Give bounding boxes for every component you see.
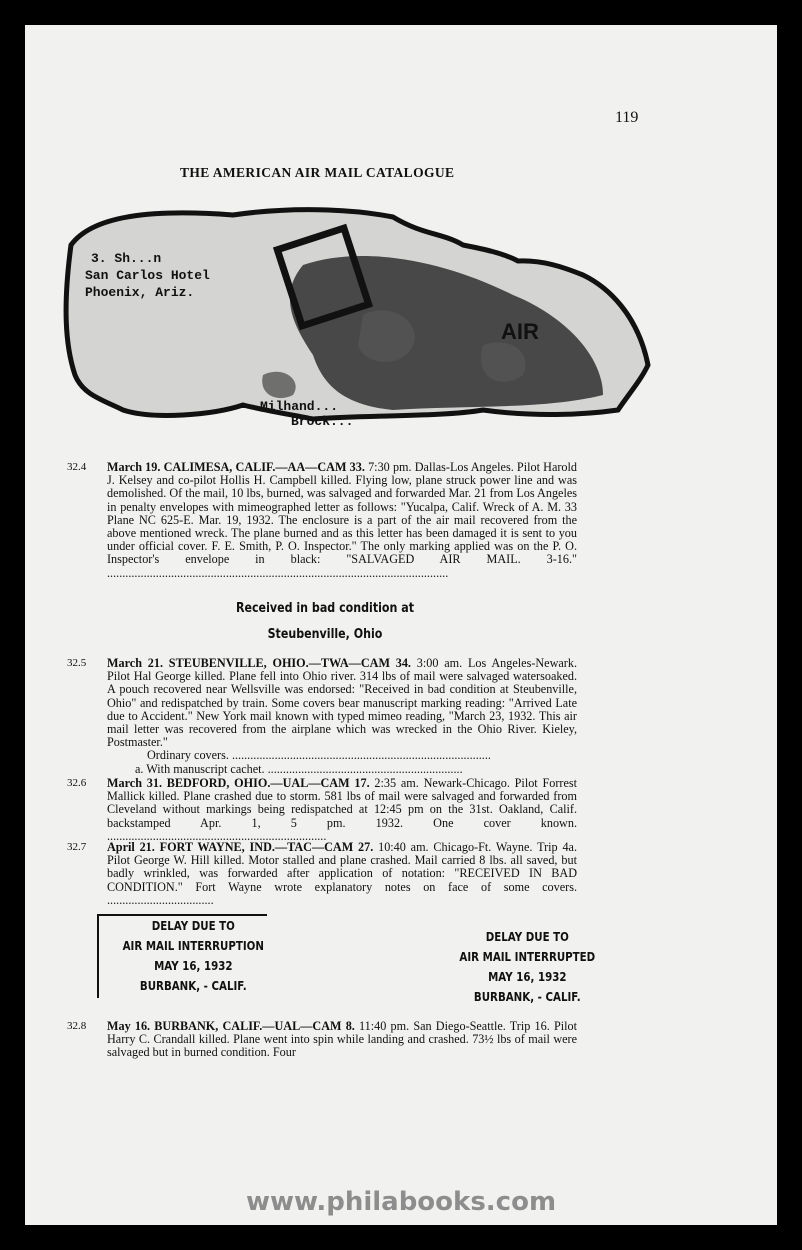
stamp-line: DELAY DUE TO	[151, 918, 235, 933]
entry-subitem: a. With manuscript cachet. ................................................................	[135, 761, 463, 776]
entry-body: 7:30 pm. Dallas-Los Angeles. Pilot Harold J. Kelsey and co-pilot Hollis H. Campbell killed. Flying low, plane struck power line and was demolished. Of the mail, 10 lbs, burned, was salvaged and forwarded Mar. 21 from Los Angeles in penalty envelopes with mimeographed letter as follows: "Yucalpa, Calif. Wreck of A. M. 33 Plane NC 625-E. Mar. 19, 1932. The enclosure is a part of the air mail recovered from the above mentioned wreck. The plane burned and as this letter has been damaged it is sent to you under official cover. F. E. Smith, P. O. Inspector." The only marking applied was on the P. O. Inspector's envelope in black: "SALVAGED AIR MAIL. 3-16." ................................................................................................................	[107, 460, 577, 580]
page-header: THE AMERICAN AIR MAIL CATALOGUE	[180, 165, 455, 180]
entry-body: 3:00 am. Los Angeles-Newark. Pilot Hal George killed. Plane fell into Ohio river. 314 lbs of mail were salvaged watersoaked. A pouch recovered near Wellsville was endorsed: "Received in bad condition at Steubenville, Ohio" and redispatched by train. Some covers bear manuscript marking reading: "Arrived Late due to Accident." New York mail known with typed mimeo reading, "March 23, 1932. This air mail letter was recovered from the airplane which was wrecked in the Ohio River. Kieley, Postmaster."	[107, 656, 577, 750]
entry-lead: March 31. BEDFORD, OHIO.—UAL—CAM 17.	[107, 776, 370, 790]
cover-address-line: 3. Sh...n	[91, 251, 162, 266]
damaged-cover-image	[63, 205, 653, 433]
entry-text	[107, 657, 577, 776]
stamp-line: AIR MAIL INTERRUPTION	[122, 938, 264, 953]
stamp-line: BURBANK, - CALIF.	[139, 978, 247, 993]
entry-text	[107, 1020, 577, 1060]
stamp-line: AIR MAIL INTERRUPTED	[459, 949, 596, 964]
entry-subitem: Ordinary covers. .....................................................................................	[147, 748, 491, 763]
catalogue-page	[25, 25, 777, 1225]
entry-number: 32.6	[67, 777, 87, 789]
delay-stamp-boxed	[97, 914, 287, 1002]
entry-lead: March 19. CALIMESA, CALIF.—AA—CAM 33.	[107, 460, 365, 474]
entry-number: 32.5	[67, 657, 87, 669]
entry-lead: April 21. FORT WAYNE, IND.—TAC—CAM 27.	[107, 840, 374, 854]
cover-stamp-text: AIR	[501, 319, 539, 344]
delay-stamp-unboxed	[433, 927, 622, 1007]
entry-lead: May 16. BURBANK, CALIF.—UAL—CAM 8.	[107, 1019, 355, 1033]
cover-address-line: Phoenix, Ariz.	[85, 285, 195, 300]
stamp-line: MAY 16, 1932	[488, 969, 567, 984]
cover-lower-line: Brock...	[291, 414, 354, 429]
entry-body: 2:35 am. Newark-Chicago. Pilot Forrest Mallick killed. Plane crashed due to storm. 581 lbs of mail were salvaged and forwarded from Cleveland without markings being redispatched at 12:45 pm on the 31st. Oakland, Calif. backstamped Apr. 1, 5 pm. 1932. One cover known. ........................................................................	[107, 776, 577, 843]
entry-body: 10:40 am. Chicago-Ft. Wayne. Trip 4a. Pilot George W. Hill killed. Motor stalled and plane crashed. Mail carried 8 lbs. all saved, but badly wrinkled, was forwarded after application of notation: "RECEIVED IN BAD CONDITION." Fort Wayne wrote explanatory notes on face of some covers. ...................................	[107, 840, 577, 907]
entry-number: 32.8	[67, 1020, 87, 1032]
entry-number: 32.7	[67, 841, 87, 853]
entry-text	[107, 841, 577, 907]
stamp-text-block	[99, 916, 288, 996]
entry-text	[107, 777, 577, 843]
page-number: 119	[615, 109, 639, 126]
entry-body: 11:40 pm. San Diego-Seattle. Trip 16. Pilot Harry C. Crandall killed. Plane went into spin while landing and crashed. 73½ lbs of mail were salvaged but in burned condition. Four	[107, 1019, 577, 1060]
cover-address-line: San Carlos Hotel	[85, 268, 210, 283]
handstamp-line: Steubenville, Ohio	[267, 626, 383, 642]
stamp-line: MAY 16, 1932	[154, 958, 233, 973]
stamp-line: DELAY DUE TO	[485, 929, 569, 944]
cover-lower-line: Milhand...	[260, 399, 339, 414]
entry-lead: March 21. STEUBENVILLE, OHIO.—TWA—CAM 34.	[107, 656, 411, 670]
stamp-line: BURBANK, - CALIF.	[473, 989, 581, 1004]
website-watermark: www.philabooks.com	[245, 1187, 557, 1217]
entry-text	[107, 461, 577, 580]
entry-number: 32.4	[67, 461, 87, 473]
handstamp-line: Received in bad condition at	[235, 600, 415, 616]
